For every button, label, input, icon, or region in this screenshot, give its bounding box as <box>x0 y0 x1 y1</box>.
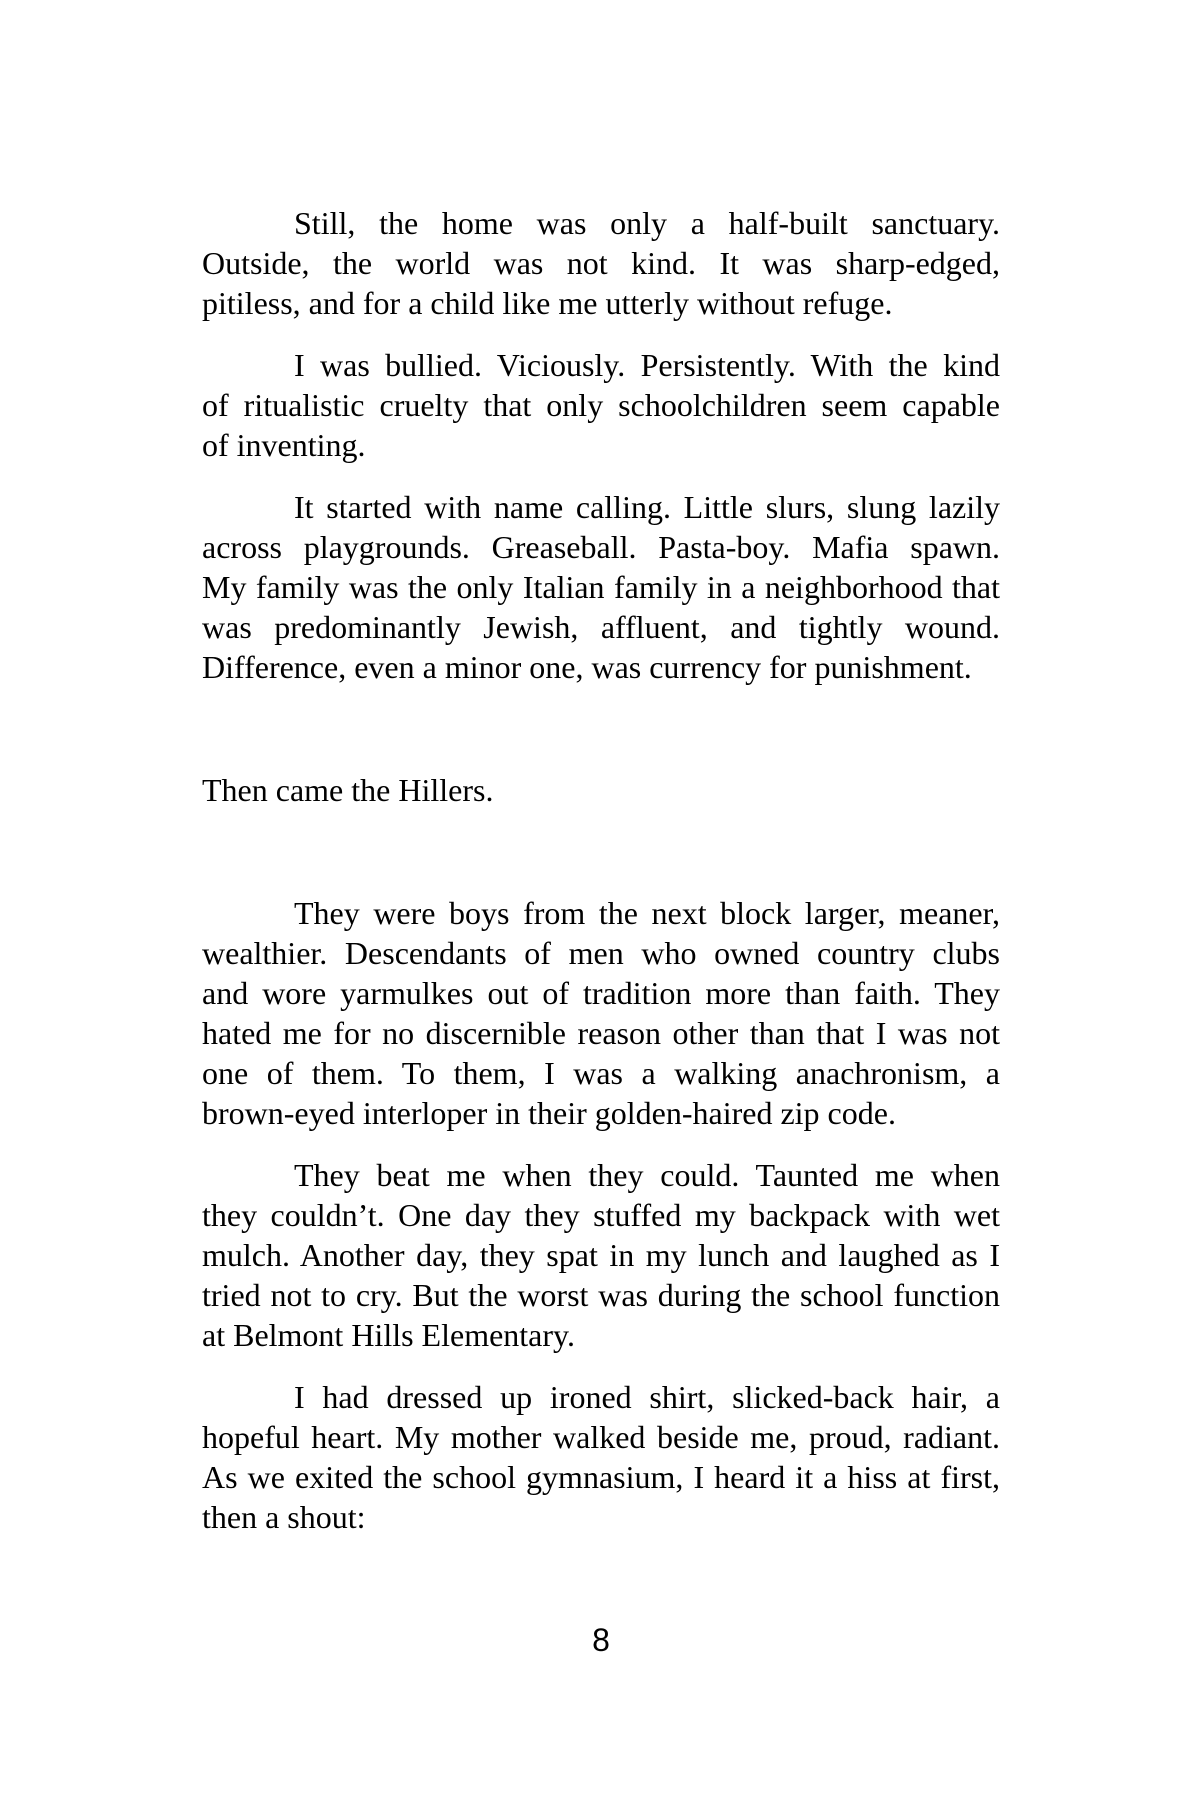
page-number: 8 <box>592 1622 610 1658</box>
text-line: at Belmont Hills Elementary. <box>202 1317 575 1353</box>
text-line: Outside, the world was not kind. It was sharp-edged, <box>202 245 1000 281</box>
text-line: Still, the home was only a half-built sanctuary. <box>294 205 1000 241</box>
paragraph <box>202 1377 1000 1537</box>
paragraph <box>202 487 1000 687</box>
text-line: tried not to cry. But the worst was during the school function <box>202 1277 1000 1313</box>
text-line: pitiless, and for a child like me utterly without refuge. <box>202 285 893 321</box>
paragraph <box>202 345 1000 465</box>
text-line: brown-eyed interloper in their golden-haired zip code. <box>202 1095 896 1131</box>
text-line: I had dressed up ironed shirt, slicked-back hair, a <box>294 1379 1000 1415</box>
text-line: of inventing. <box>202 427 366 463</box>
text-line: across playgrounds. Greaseball. Pasta-boy. Mafia spawn. <box>202 529 1000 565</box>
text-line: one of them. To them, I was a walking anachronism, a <box>202 1055 1000 1091</box>
text-line: My family was the only Italian family in a neighborhood that <box>202 569 1000 605</box>
text-line: They were boys from the next block larger, meaner, <box>294 895 1000 931</box>
text-line: of ritualistic cruelty that only schoolchildren seem capable <box>202 387 1000 423</box>
text-line: They beat me when they could. Taunted me when <box>294 1157 1000 1193</box>
text-line: As we exited the school gymnasium, I heard it a hiss at first, <box>202 1459 1000 1495</box>
paragraph <box>202 203 1000 323</box>
text-line: hopeful heart. My mother walked beside me, proud, radiant. <box>202 1419 1000 1455</box>
body-text <box>202 203 1000 1559</box>
text-line: mulch. Another day, they spat in my lunch and laughed as I <box>202 1237 1000 1273</box>
text-line: Difference, even a minor one, was currency for punishment. <box>202 649 972 685</box>
paragraph-standalone <box>202 770 1000 810</box>
paragraph <box>202 893 1000 1133</box>
text-line: hated me for no discernible reason other than that I was not <box>202 1015 1000 1051</box>
text-line: I was bullied. Viciously. Persistently. With the kind <box>294 347 1000 383</box>
text-line: It started with name calling. Little slurs, slung lazily <box>294 489 1000 525</box>
text-line: they couldn’t. One day they stuffed my backpack with wet <box>202 1197 1000 1233</box>
text-line: Then came the Hillers. <box>202 772 494 808</box>
paragraph <box>202 1155 1000 1355</box>
text-line: then a shout: <box>202 1499 366 1535</box>
text-line: wealthier. Descendants of men who owned country clubs <box>202 935 1000 971</box>
text-line: was predominantly Jewish, affluent, and tightly wound. <box>202 609 1000 645</box>
text-line: and wore yarmulkes out of tradition more than faith. They <box>202 975 1000 1011</box>
